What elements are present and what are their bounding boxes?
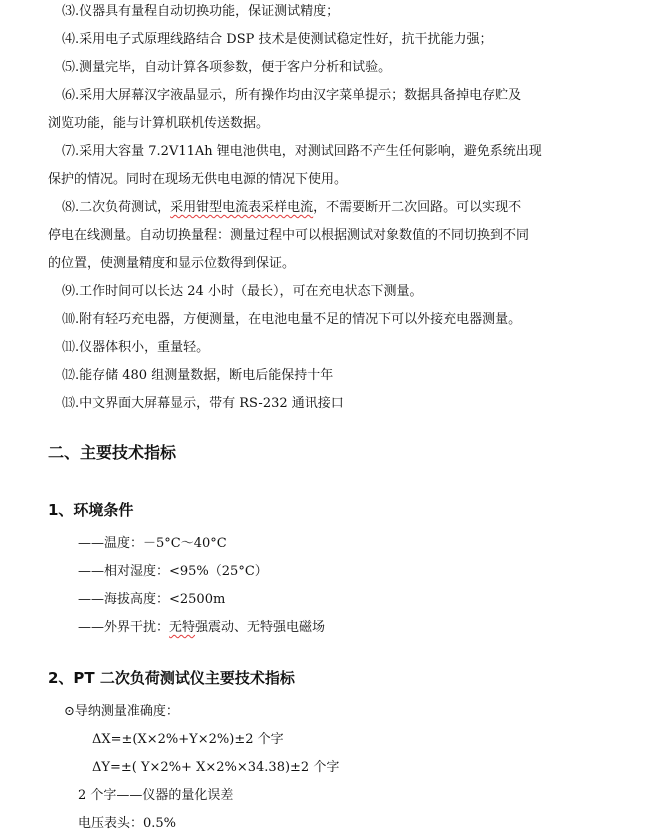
env-altitude: ——海拔高度：<2500m [78, 592, 226, 607]
quantization-note: 2 个字——仪器的量化误差 [78, 788, 234, 803]
env-temperature: ——温度：－5°C～40°C [78, 536, 227, 551]
feature-item-8-continuation-2: 的位置，使测量精度和显示位数得到保证。 [48, 256, 296, 271]
feature-item-4: ⑷.采用电子式原理线路结合 DSP 技术是使测试稳定性好，抗干扰能力强； [62, 32, 493, 47]
feature-item-3: ⑶.仪器具有量程自动切换功能，保证测试精度； [62, 4, 340, 19]
accuracy-label: ⊙导纳测量准确度： [64, 704, 179, 719]
feature-item-7-continuation: 保护的情况。同时在现场无供电电源的情况下使用。 [48, 172, 348, 187]
formula-delta-y: ΔY=±( Y×2%+ X×2%×34.38)±2 个字 [92, 760, 340, 775]
feature-item-8-prefix: ⑻.二次负荷测试， [62, 200, 171, 215]
feature-item-9: ⑼.工作时间可以长达 24 小时（最长），可在充电状态下测量。 [62, 284, 423, 299]
feature-item-12: ⑿.能存储 480 组测量数据，断电后能保持十年 [62, 368, 334, 383]
env-interference [78, 618, 325, 638]
formula-delta-x: ΔX=±(X×2%+Y×2%)±2 个字 [92, 732, 284, 747]
pt-heading: 2、PT 二次负荷测试仪主要技术指标 [48, 669, 295, 687]
feature-item-6-continuation: 浏览功能，能与计算机联机传送数据。 [48, 116, 270, 131]
environment-heading: 1、环境条件 [48, 501, 134, 519]
feature-item-8-suffix: ，不需要断开二次回路。可以实现不 [313, 200, 522, 215]
feature-item-8-continuation-1: 停电在线测量。自动切换量程：测量过程中可以根据测试对象数值的不同切换到不同 [48, 228, 530, 243]
voltage-accuracy: 电压表头：0.5% [78, 816, 177, 831]
env-interference-label: ——外界干扰： [78, 620, 170, 635]
feature-item-8-underlined: 采用钳型电流表采样电流 [170, 200, 314, 215]
env-interference-underlined: 无特 [169, 620, 196, 635]
feature-item-7: ⑺.采用大容量 7.2V11Ah 锂电池供电，对测试回路不产生任何影响，避免系统出现 [62, 144, 542, 159]
env-humidity: ——相对湿度：<95%（25°C） [78, 564, 268, 579]
section-2-title: 二、主要技术指标 [48, 443, 177, 462]
env-interference-rest: 强震动、无特强电磁场 [195, 620, 326, 635]
feature-item-6: ⑹.采用大屏幕汉字液晶显示，所有操作均由汉字菜单提示；数据具备掉电存贮及 [62, 88, 522, 103]
feature-item-5: ⑸.测量完毕，自动计算各项参数，便于客户分析和试验。 [62, 60, 392, 75]
feature-item-11: ⑾.仪器体积小，重量轻。 [62, 340, 210, 355]
feature-item-13: ⒀.中文界面大屏幕显示，带有 RS-232 通讯接口 [62, 396, 344, 411]
feature-item-8 [62, 198, 521, 218]
feature-item-10: ⑽.附有轻巧充电器，方便测量，在电池电量不足的情况下可以外接充电器测量。 [62, 312, 522, 327]
